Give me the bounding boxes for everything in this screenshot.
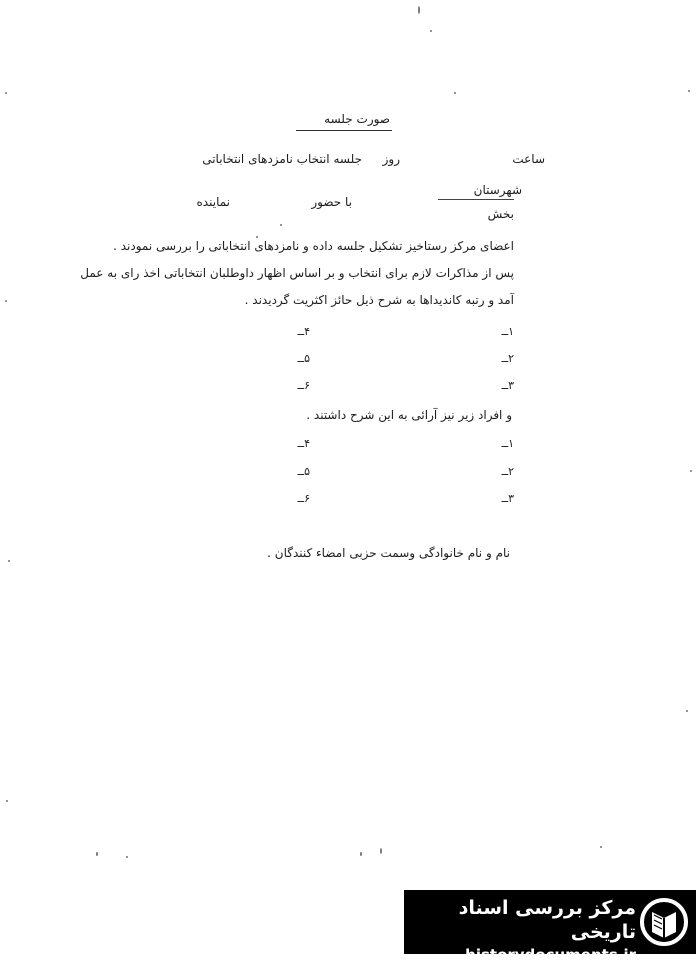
paragraph-2: پس از مذاکرات لازم برای انتخاب و بر اساس اظهار داوطلبان انتخاباتی اخذ رای به عمل — [80, 266, 514, 280]
scan-speck — [280, 224, 282, 226]
scan-speck — [5, 300, 7, 302]
list-b-item-2: ۲ــ — [501, 465, 514, 478]
scan-speck — [5, 92, 7, 94]
watermark-banner — [404, 890, 696, 964]
hour-label: ساعت — [512, 152, 545, 166]
scan-speck — [380, 848, 382, 854]
county-label: شهرستان — [473, 183, 522, 197]
county-underline — [438, 199, 514, 200]
session-label: جلسه انتخاب نامزدهای انتخاباتی — [202, 152, 362, 166]
list-a-item-5: ۵ــ — [297, 352, 310, 365]
scan-speck — [256, 236, 258, 238]
paragraph-3: آمد و رتبه کاندیداها به شرح ذیل حائز اکثریت گردیدند . — [244, 293, 514, 307]
book-logo-icon — [640, 898, 688, 946]
list-a-item-3: ۳ــ — [501, 379, 514, 392]
scan-speck — [126, 856, 128, 858]
attendance-label: با حضور — [311, 195, 352, 209]
watermark-text — [404, 896, 636, 966]
list-b-item-6: ۶ــ — [297, 492, 310, 505]
scan-speck — [6, 800, 8, 802]
day-label: روز — [382, 152, 400, 166]
scan-speck — [430, 30, 432, 32]
scan-speck — [686, 710, 688, 712]
scan-speck — [360, 852, 362, 856]
watermark-site: historydocuments.ir — [465, 946, 636, 964]
scan-speck — [8, 560, 10, 562]
list-a-item-6: ۶ــ — [297, 379, 310, 392]
scan-speck — [418, 6, 420, 14]
list-a-item-1: ۱ــ — [501, 325, 514, 338]
scan-speck — [454, 92, 456, 94]
list-b-item-4: ۴ــ — [297, 437, 310, 450]
representative-label: نماینده — [196, 195, 230, 209]
list-b-item-3: ۳ــ — [501, 492, 514, 505]
scan-speck — [688, 90, 690, 92]
document-title: صورت جلسه — [324, 112, 390, 126]
paragraph-1: اعضای مرکز رستاخیز تشکیل جلسه داده و نامزدهای انتخاباتی را بررسی نمودند . — [113, 239, 514, 253]
scan-speck — [690, 470, 692, 472]
scan-speck — [96, 852, 98, 856]
watermark-name: مرکز بررسی اسناد تاریخی — [458, 897, 636, 943]
scan-speck — [600, 846, 602, 848]
signature-note: نام و نام خانوادگی وسمت حزبی امضاء کنندگان . — [267, 546, 510, 560]
alternates-intro: و افراد زیر نیز آرائی به این شرح داشتند . — [306, 408, 512, 422]
list-a-item-2: ۲ــ — [501, 352, 514, 365]
title-underline — [296, 130, 392, 131]
list-b-item-5: ۵ــ — [297, 465, 310, 478]
list-b-item-1: ۱ــ — [501, 437, 514, 450]
list-a-item-4: ۴ــ — [297, 325, 310, 338]
district-label: بخش — [487, 207, 514, 221]
